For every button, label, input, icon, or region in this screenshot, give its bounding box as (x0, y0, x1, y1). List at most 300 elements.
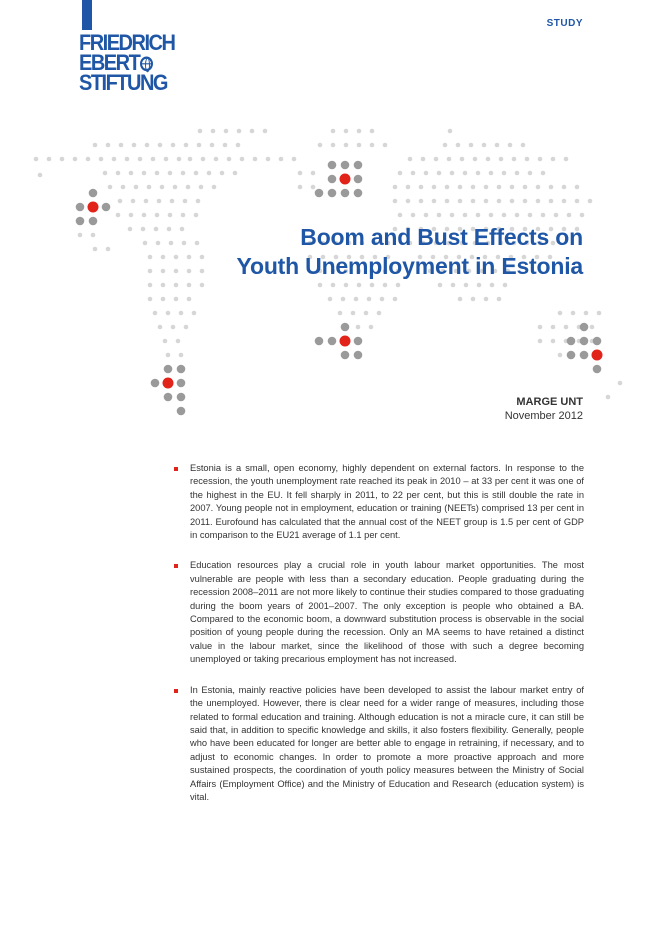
map-dot (119, 143, 124, 148)
logo-line-3: STIFTUNG (79, 71, 167, 96)
map-dot (357, 129, 362, 134)
map-dot (93, 247, 98, 252)
map-dot (236, 143, 241, 148)
map-dot (211, 129, 216, 134)
map-dot (160, 185, 165, 190)
map-dot (179, 311, 184, 316)
map-dot (116, 171, 121, 176)
map-dot (419, 199, 424, 204)
map-dot (370, 143, 375, 148)
map-dot (60, 157, 65, 162)
map-dot (155, 213, 160, 218)
map-dot (538, 325, 543, 330)
map-dot (89, 217, 98, 226)
map-dot (469, 143, 474, 148)
map-dot (510, 199, 515, 204)
map-dot (174, 255, 179, 260)
map-dot (393, 199, 398, 204)
map-dot (125, 157, 130, 162)
map-dot (406, 185, 411, 190)
map-dot (311, 185, 316, 190)
summary-bullet (174, 684, 584, 805)
map-dot (176, 339, 181, 344)
map-dot (195, 241, 200, 246)
map-dot (116, 213, 121, 218)
map-dot (142, 213, 147, 218)
publication-date: November 2012 (504, 410, 583, 422)
map-dot (567, 213, 572, 218)
map-dot (298, 185, 303, 190)
map-dot (181, 171, 186, 176)
map-dot (575, 199, 580, 204)
map-dot (558, 353, 563, 358)
map-dot (73, 157, 78, 162)
summary-bullet (174, 559, 584, 666)
map-dot (590, 325, 595, 330)
map-dot (161, 283, 166, 288)
map-dot (458, 185, 463, 190)
map-dot (200, 269, 205, 274)
map-dot (351, 311, 356, 316)
map-dot (588, 199, 593, 204)
map-dot (138, 157, 143, 162)
map-dot (169, 241, 174, 246)
bullet-marker-icon (174, 689, 178, 693)
map-dot (525, 157, 530, 162)
map-dot (166, 311, 171, 316)
map-dot (354, 189, 363, 198)
map-dot (464, 283, 469, 288)
map-dot (331, 143, 336, 148)
map-dot (233, 171, 238, 176)
map-dot (593, 365, 602, 374)
map-dot (179, 353, 184, 358)
map-dot (606, 395, 611, 400)
map-dot (497, 185, 502, 190)
map-dot (593, 337, 602, 346)
map-dot (549, 185, 554, 190)
map-dot (445, 199, 450, 204)
doc-type-label: STUDY (546, 18, 583, 29)
map-dot (155, 171, 160, 176)
map-dot (212, 185, 217, 190)
map-dot (551, 325, 556, 330)
map-dot (344, 283, 349, 288)
map-dot (463, 171, 468, 176)
map-dot (489, 213, 494, 218)
map-dot (180, 227, 185, 232)
map-dot (89, 189, 98, 198)
map-dot (341, 323, 350, 332)
map-dot (134, 185, 139, 190)
map-dot (341, 189, 350, 198)
map-dot (471, 185, 476, 190)
map-dot (132, 143, 137, 148)
map-dot (551, 339, 556, 344)
map-dot (237, 129, 242, 134)
map-dot (597, 311, 602, 316)
map-dot (227, 157, 232, 162)
map-dot (143, 241, 148, 246)
map-dot (187, 283, 192, 288)
map-dot (380, 297, 385, 302)
bullet-marker-icon (174, 467, 178, 471)
title-line-1: Boom and Bust Effects on (300, 224, 583, 250)
map-dot (328, 297, 333, 302)
bullet-text: Estonia is a small, open economy, highly dependent on external factors. In response to the recession, the youth unemployment rate reached its peak in 2010 – at 33 per cent it was one of the highest in the EU. It fell sharply in 2011, to 22 per cent, but this is still double the rate in 2007. Young people not in employment, education or training (NEETs) comprised 13 per cent in 2011. Eurofound has calculated that the annual cost of the NEET group is 1.5 per cent of GDP in comparison to the EU21 average of 1.1 per cent. (190, 463, 584, 541)
map-dot (78, 233, 83, 238)
map-dot (463, 213, 468, 218)
map-dot (47, 157, 52, 162)
map-dot (476, 213, 481, 218)
map-dot (250, 129, 255, 134)
map-dot (551, 157, 556, 162)
map-dot (508, 143, 513, 148)
map-dot (564, 325, 569, 330)
map-dot (515, 213, 520, 218)
map-dot (164, 365, 173, 374)
map-dot (141, 227, 146, 232)
map-dot (370, 129, 375, 134)
map-dot (174, 283, 179, 288)
map-dot (164, 157, 169, 162)
map-dot (187, 297, 192, 302)
map-dot (364, 311, 369, 316)
map-dot (419, 185, 424, 190)
map-dot (148, 269, 153, 274)
author-name: MARGE UNT (516, 396, 583, 408)
map-dot (438, 283, 443, 288)
map-dot (450, 213, 455, 218)
map-dot (102, 203, 111, 212)
map-dot (76, 203, 85, 212)
map-dot (86, 157, 91, 162)
map-dot (196, 199, 201, 204)
map-dot (38, 173, 43, 178)
map-dot (328, 175, 337, 184)
map-dot (253, 157, 258, 162)
map-dot (393, 297, 398, 302)
map-dot (118, 199, 123, 204)
map-dot (131, 199, 136, 204)
map-dot (580, 337, 589, 346)
map-dot (220, 171, 225, 176)
map-dot (194, 213, 199, 218)
map-dot (495, 143, 500, 148)
map-dot (168, 171, 173, 176)
map-dot (198, 129, 203, 134)
map-dot (503, 283, 508, 288)
map-dot (166, 353, 171, 358)
map-dot (177, 379, 186, 388)
map-dot (341, 297, 346, 302)
map-dot (471, 297, 476, 302)
map-dot (356, 325, 361, 330)
map-dot (521, 143, 526, 148)
map-dot (370, 283, 375, 288)
map-dot (151, 379, 160, 388)
map-dot (144, 199, 149, 204)
map-dot (344, 129, 349, 134)
logo-line-1: FRIEDRICH (79, 30, 175, 56)
map-dot (554, 213, 559, 218)
map-dot (106, 143, 111, 148)
map-dot (328, 189, 337, 198)
map-dot (411, 213, 416, 218)
map-dot (567, 337, 576, 346)
map-dot (564, 157, 569, 162)
map-dot (76, 217, 85, 226)
map-dot (377, 311, 382, 316)
map-highlight-dot (88, 202, 99, 213)
map-dot (432, 185, 437, 190)
map-dot (200, 283, 205, 288)
map-dot (187, 255, 192, 260)
map-dot (450, 171, 455, 176)
map-dot (145, 143, 150, 148)
map-dot (354, 175, 363, 184)
map-dot (458, 297, 463, 302)
map-dot (562, 199, 567, 204)
map-dot (432, 199, 437, 204)
map-dot (129, 171, 134, 176)
map-dot (170, 199, 175, 204)
map-dot (184, 143, 189, 148)
map-dot (128, 227, 133, 232)
map-dot (398, 171, 403, 176)
map-dot (129, 213, 134, 218)
map-dot (240, 157, 245, 162)
map-dot (549, 199, 554, 204)
map-dot (328, 161, 337, 170)
map-dot (161, 297, 166, 302)
map-dot (108, 185, 113, 190)
map-dot (490, 283, 495, 288)
map-dot (567, 351, 576, 360)
map-dot (148, 255, 153, 260)
map-dot (171, 143, 176, 148)
map-dot (158, 143, 163, 148)
map-dot (103, 171, 108, 176)
map-dot (575, 185, 580, 190)
map-highlight-dot (340, 336, 351, 347)
title-line-2: Youth Unemployment in Estonia (236, 253, 583, 279)
map-dot (173, 185, 178, 190)
map-dot (584, 311, 589, 316)
map-dot (541, 171, 546, 176)
map-dot (523, 185, 528, 190)
map-dot (183, 199, 188, 204)
map-dot (186, 185, 191, 190)
map-dot (456, 143, 461, 148)
map-dot (315, 337, 324, 346)
bullet-text: Education resources play a crucial role in youth labour market opportunities. The most vulnerable are people with less than a secondary education. People graduating during the recession 2008–2011 are not more likely to continue their studies compared to those graduating during the boom years of 2001–2007. The only exception is people who obtained a BA. Compared to the economic boom, a downward substitution process is observable in the social position of young people during the recession. Only an MA seems to have retained a distinct value in the labour market, since the likelihood of those with such a degree becoming unemployed or taking precarious employment has not increased. (190, 560, 584, 665)
map-dot (497, 199, 502, 204)
map-dot (484, 185, 489, 190)
map-dot (357, 143, 362, 148)
map-dot (279, 157, 284, 162)
map-dot (161, 255, 166, 260)
map-dot (91, 233, 96, 238)
map-dot (177, 407, 186, 416)
map-dot (512, 157, 517, 162)
map-dot (224, 129, 229, 134)
map-dot (515, 171, 520, 176)
map-dot (106, 247, 111, 252)
map-dot (538, 339, 543, 344)
map-dot (458, 199, 463, 204)
map-dot (163, 339, 168, 344)
map-dot (168, 213, 173, 218)
map-dot (408, 157, 413, 162)
map-dot (315, 189, 324, 198)
map-dot (187, 269, 192, 274)
map-dot (510, 185, 515, 190)
map-dot (263, 129, 268, 134)
globe-icon (140, 57, 153, 72)
map-dot (197, 143, 202, 148)
map-dot (445, 185, 450, 190)
map-dot (156, 241, 161, 246)
map-dot (318, 283, 323, 288)
map-dot (177, 365, 186, 374)
map-dot (331, 283, 336, 288)
map-dot (434, 157, 439, 162)
map-dot (298, 171, 303, 176)
map-dot (447, 157, 452, 162)
map-dot (482, 143, 487, 148)
map-dot (121, 185, 126, 190)
map-dot (471, 199, 476, 204)
map-dot (489, 171, 494, 176)
map-dot (369, 325, 374, 330)
map-dot (148, 283, 153, 288)
page-title (237, 223, 583, 281)
map-dot (161, 269, 166, 274)
map-dot (207, 171, 212, 176)
map-dot (199, 185, 204, 190)
map-dot (473, 157, 478, 162)
map-dot (367, 297, 372, 302)
map-dot (484, 297, 489, 302)
map-dot (266, 157, 271, 162)
bullet-marker-icon (174, 564, 178, 568)
map-dot (411, 171, 416, 176)
map-dot (571, 311, 576, 316)
map-dot (341, 161, 350, 170)
map-dot (214, 157, 219, 162)
map-dot (528, 171, 533, 176)
map-dot (157, 199, 162, 204)
map-dot (184, 325, 189, 330)
map-highlight-dot (592, 350, 603, 361)
map-dot (331, 129, 336, 134)
summary-bullet (174, 462, 584, 542)
map-dot (200, 255, 205, 260)
map-dot (354, 297, 359, 302)
map-dot (398, 213, 403, 218)
map-dot (174, 297, 179, 302)
map-dot (192, 311, 197, 316)
map-dot (153, 311, 158, 316)
map-dot (142, 171, 147, 176)
map-dot (393, 185, 398, 190)
publisher-logo (79, 30, 194, 96)
map-dot (499, 157, 504, 162)
map-dot (167, 227, 172, 232)
map-dot (406, 199, 411, 204)
map-dot (223, 143, 228, 148)
map-dot (112, 157, 117, 162)
map-dot (437, 213, 442, 218)
map-dot (451, 283, 456, 288)
map-dot (383, 283, 388, 288)
map-dot (502, 213, 507, 218)
map-dot (158, 325, 163, 330)
map-dot (357, 283, 362, 288)
map-dot (177, 393, 186, 402)
map-dot (354, 337, 363, 346)
map-dot (210, 143, 215, 148)
map-dot (171, 325, 176, 330)
map-dot (484, 199, 489, 204)
map-dot (486, 157, 491, 162)
logo-accent-bar (82, 0, 92, 30)
map-dot (476, 171, 481, 176)
map-highlight-dot (163, 378, 174, 389)
map-dot (341, 351, 350, 360)
map-dot (177, 157, 182, 162)
map-dot (164, 393, 173, 402)
map-dot (344, 143, 349, 148)
map-dot (154, 227, 159, 232)
map-dot (448, 129, 453, 134)
map-dot (523, 199, 528, 204)
map-dot (460, 157, 465, 162)
map-dot (538, 157, 543, 162)
map-dot (536, 199, 541, 204)
map-dot (328, 337, 337, 346)
map-dot (443, 143, 448, 148)
map-dot (292, 157, 297, 162)
map-dot (338, 311, 343, 316)
map-dot (437, 171, 442, 176)
map-highlight-dot (340, 174, 351, 185)
map-dot (580, 213, 585, 218)
map-dot (147, 185, 152, 190)
map-dot (93, 143, 98, 148)
summary-bullet-list (174, 462, 584, 821)
map-dot (354, 351, 363, 360)
map-dot (383, 143, 388, 148)
map-dot (421, 157, 426, 162)
map-dot (34, 157, 39, 162)
map-dot (151, 157, 156, 162)
bullet-text: In Estonia, mainly reactive policies have been developed to assist the labour market entry of the unemployed. However, there is clear need for a wider range of measures, including those related to formal education and training. Although education is not a miracle cure, it can still be said that, in addition to specific knowledge and skills, it also fosters flexibility. Generally, people who have been educated for longer are better able to engage in retraining, if necessary, and to adjust to economic changes. In order to promote a more proactive approach and more sustained prospects, the coordination of youth policy measures between the Ministry of Social Affairs (Employment Office) and the Ministry of Education and Research (education system) is vital. (190, 684, 584, 802)
map-dot (311, 171, 316, 176)
map-dot (396, 283, 401, 288)
map-dot (194, 171, 199, 176)
logo-line-2-text: EBERT (79, 50, 140, 76)
map-dot (354, 161, 363, 170)
map-dot (536, 185, 541, 190)
map-dot (188, 157, 193, 162)
map-dot (477, 283, 482, 288)
map-dot (618, 381, 623, 386)
map-dot (181, 213, 186, 218)
map-dot (182, 241, 187, 246)
map-dot (424, 213, 429, 218)
